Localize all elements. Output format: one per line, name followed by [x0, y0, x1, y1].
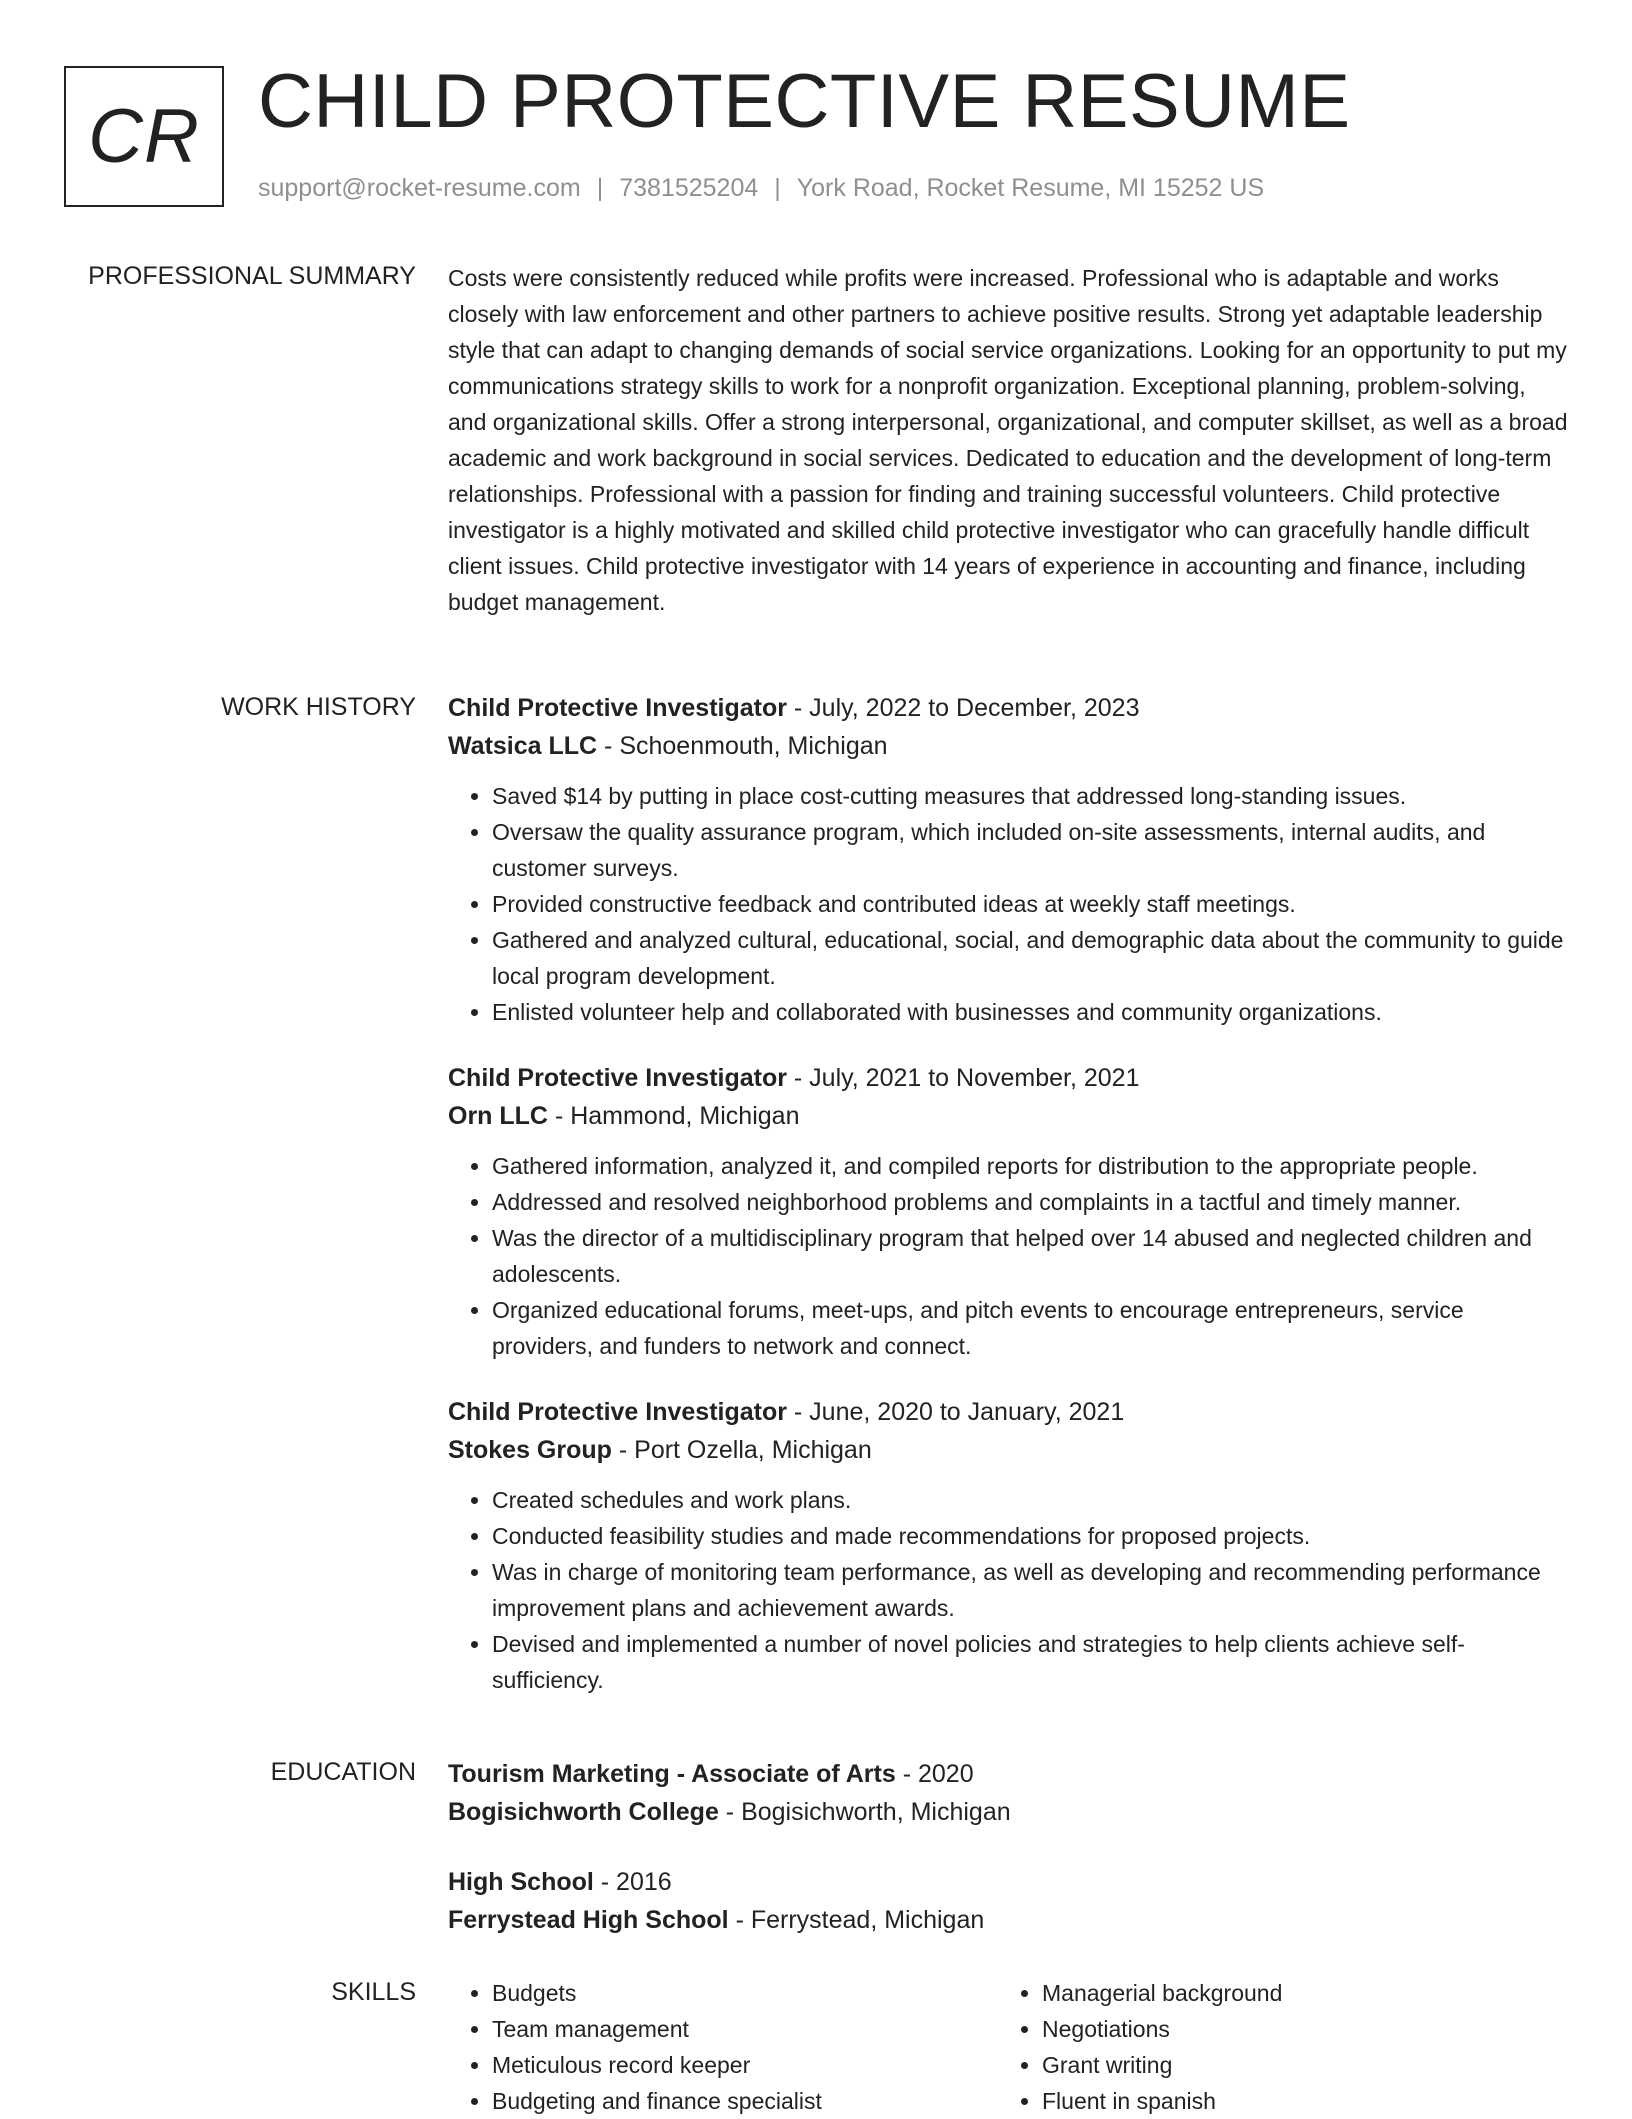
skill-item: • Negotiations: [1042, 2011, 1548, 2047]
summary-text: Costs were consistently reduced while profits were increased. Professional who is adaptable and works closely with law enforcement and other partners to achieve positive results. Strong yet adaptable leadership style that can adapt to changing demands of social service organizations. Looking for an opportunity to put my communications strategy skills to work for a nonprofit organization. Exceptional planning, problem-solving, and organizational skills. Offer a strong interpersonal, organizational, and computer skillset, as well as a broad academic and work background in social services. Dedicated to education and the development of long-term relationships. Professional with a passion for finding and training successful volunteers. Child protective investigator is a highly motivated and skilled child protective investigator who can gracefully handle difficult client issues. Child protective investigator with 14 years of experience in accounting and finance, including budget management.: [448, 265, 1568, 615]
job-bullets: [448, 1148, 1568, 1364]
job-title-line: [448, 690, 1568, 726]
job-org-line: [448, 1432, 1568, 1468]
job-bullet: • Gathered information, analyzed it, and compiled reports for distribution to the appropriate people.: [492, 1148, 1568, 1184]
job-bullet: • Devised and implemented a number of novel policies and strategies to help clients achieve self-sufficiency.: [492, 1626, 1568, 1698]
skill-item: • Budgets: [492, 1975, 998, 2011]
job-company: Orn LLC: [448, 1102, 548, 1130]
education-location: - Ferrystead, Michigan: [728, 1906, 985, 1934]
job-bullet: • Organized educational forums, meet-ups, and pitch events to encourage entrepreneurs, service providers, and funders to network and connect.: [492, 1292, 1568, 1364]
job-location: - Port Ozella, Michigan: [611, 1436, 872, 1464]
skills-grid: [448, 1975, 1568, 2119]
education-year: - 2016: [593, 1868, 672, 1896]
job-bullet: • Created schedules and work plans.: [492, 1482, 1568, 1518]
education-degree-line: [448, 1756, 1568, 1792]
contact-phone: 7381525204: [619, 174, 759, 202]
job-location: - Hammond, Michigan: [548, 1102, 800, 1130]
job-company: Watsica LLC: [448, 732, 598, 760]
education-year: - 2020: [895, 1760, 974, 1788]
job-entry: [448, 690, 1568, 1030]
skill-item: • Team management: [492, 2011, 998, 2047]
job-bullet: • Was in charge of monitoring team performance, as well as developing and recommending performance improvement plans and achievement awards.: [492, 1554, 1568, 1626]
job-bullet: • Saved $14 by putting in place cost-cutting measures that addressed long-standing issues.: [492, 778, 1568, 814]
contact-address: York Road, Rocket Resume, MI 15252 US: [796, 174, 1265, 202]
contact-line: [258, 174, 1264, 203]
monogram-box: [64, 66, 224, 207]
job-dates: - July, 2021 to November, 2021: [786, 1064, 1140, 1092]
work-history-section: [448, 690, 1568, 1728]
job-title: Child Protective Investigator: [448, 694, 787, 722]
job-org-line: [448, 728, 1568, 764]
job-bullets: [448, 1482, 1568, 1698]
job-company: Stokes Group: [448, 1436, 612, 1464]
job-bullet: • Conducted feasibility studies and made recommendations for proposed projects.: [492, 1518, 1568, 1554]
section-label-summary: PROFESSIONAL SUMMARY: [88, 262, 416, 290]
job-entry: [448, 1394, 1568, 1698]
education-location: - Bogisichworth, Michigan: [718, 1798, 1011, 1826]
job-bullet: • Addressed and resolved neighborhood problems and complaints in a tactful and timely manner.: [492, 1184, 1568, 1220]
section-label-education: EDUCATION: [270, 1758, 416, 1786]
education-degree: High School: [448, 1868, 594, 1896]
section-label-skills: SKILLS: [331, 1978, 416, 2006]
skill-item: • Grant writing: [1042, 2047, 1548, 2083]
job-title: Child Protective Investigator: [448, 1398, 787, 1426]
contact-separator: |: [596, 174, 604, 202]
skill-item: • Budgeting and finance specialist: [492, 2083, 998, 2119]
section-label-work-history: WORK HISTORY: [221, 693, 416, 721]
job-dates: - July, 2022 to December, 2023: [786, 694, 1140, 722]
skill-item: • Fluent in spanish: [1042, 2083, 1548, 2119]
skill-item: • Meticulous record keeper: [492, 2047, 998, 2083]
education-section: [448, 1756, 1568, 1972]
education-degree-line: [448, 1864, 1568, 1900]
job-location: - Schoenmouth, Michigan: [597, 732, 888, 760]
skills-list-right: [998, 1975, 1548, 2119]
job-org-line: [448, 1098, 1568, 1134]
monogram-initials: CR: [88, 94, 200, 179]
resume-title: CHILD PROTECTIVE RESUME: [258, 59, 1351, 144]
job-bullet: • Oversaw the quality assurance program, which included on-site assessments, internal audits, and customer surveys.: [492, 814, 1568, 886]
education-school: Ferrystead High School: [448, 1906, 729, 1934]
summary-section: [448, 260, 1568, 620]
education-school: Bogisichworth College: [448, 1798, 719, 1826]
job-title-line: [448, 1394, 1568, 1430]
contact-email: support@rocket-resume.com: [258, 174, 581, 202]
job-bullet: • Gathered and analyzed cultural, educational, social, and demographic data about the community to guide local program development.: [492, 922, 1568, 994]
education-school-line: [448, 1794, 1568, 1830]
job-bullets: [448, 778, 1568, 1030]
skills-list-left: [448, 1975, 998, 2119]
skills-section: [448, 1975, 1568, 2119]
job-title: Child Protective Investigator: [448, 1064, 787, 1092]
education-school-line: [448, 1902, 1568, 1938]
job-bullet: • Enlisted volunteer help and collaborated with businesses and community organizations.: [492, 994, 1568, 1030]
education-degree: Tourism Marketing - Associate of Arts: [448, 1760, 896, 1788]
skill-item: • Managerial background: [1042, 1975, 1548, 2011]
education-entry: [448, 1756, 1568, 1830]
job-entry: [448, 1060, 1568, 1364]
job-dates: - June, 2020 to January, 2021: [786, 1398, 1125, 1426]
education-entry: [448, 1864, 1568, 1938]
contact-separator: |: [774, 174, 781, 202]
job-bullet: • Provided constructive feedback and contributed ideas at weekly staff meetings.: [492, 886, 1568, 922]
job-title-line: [448, 1060, 1568, 1096]
job-bullet: • Was the director of a multidisciplinary program that helped over 14 abused and neglected children and adolescents.: [492, 1220, 1568, 1292]
